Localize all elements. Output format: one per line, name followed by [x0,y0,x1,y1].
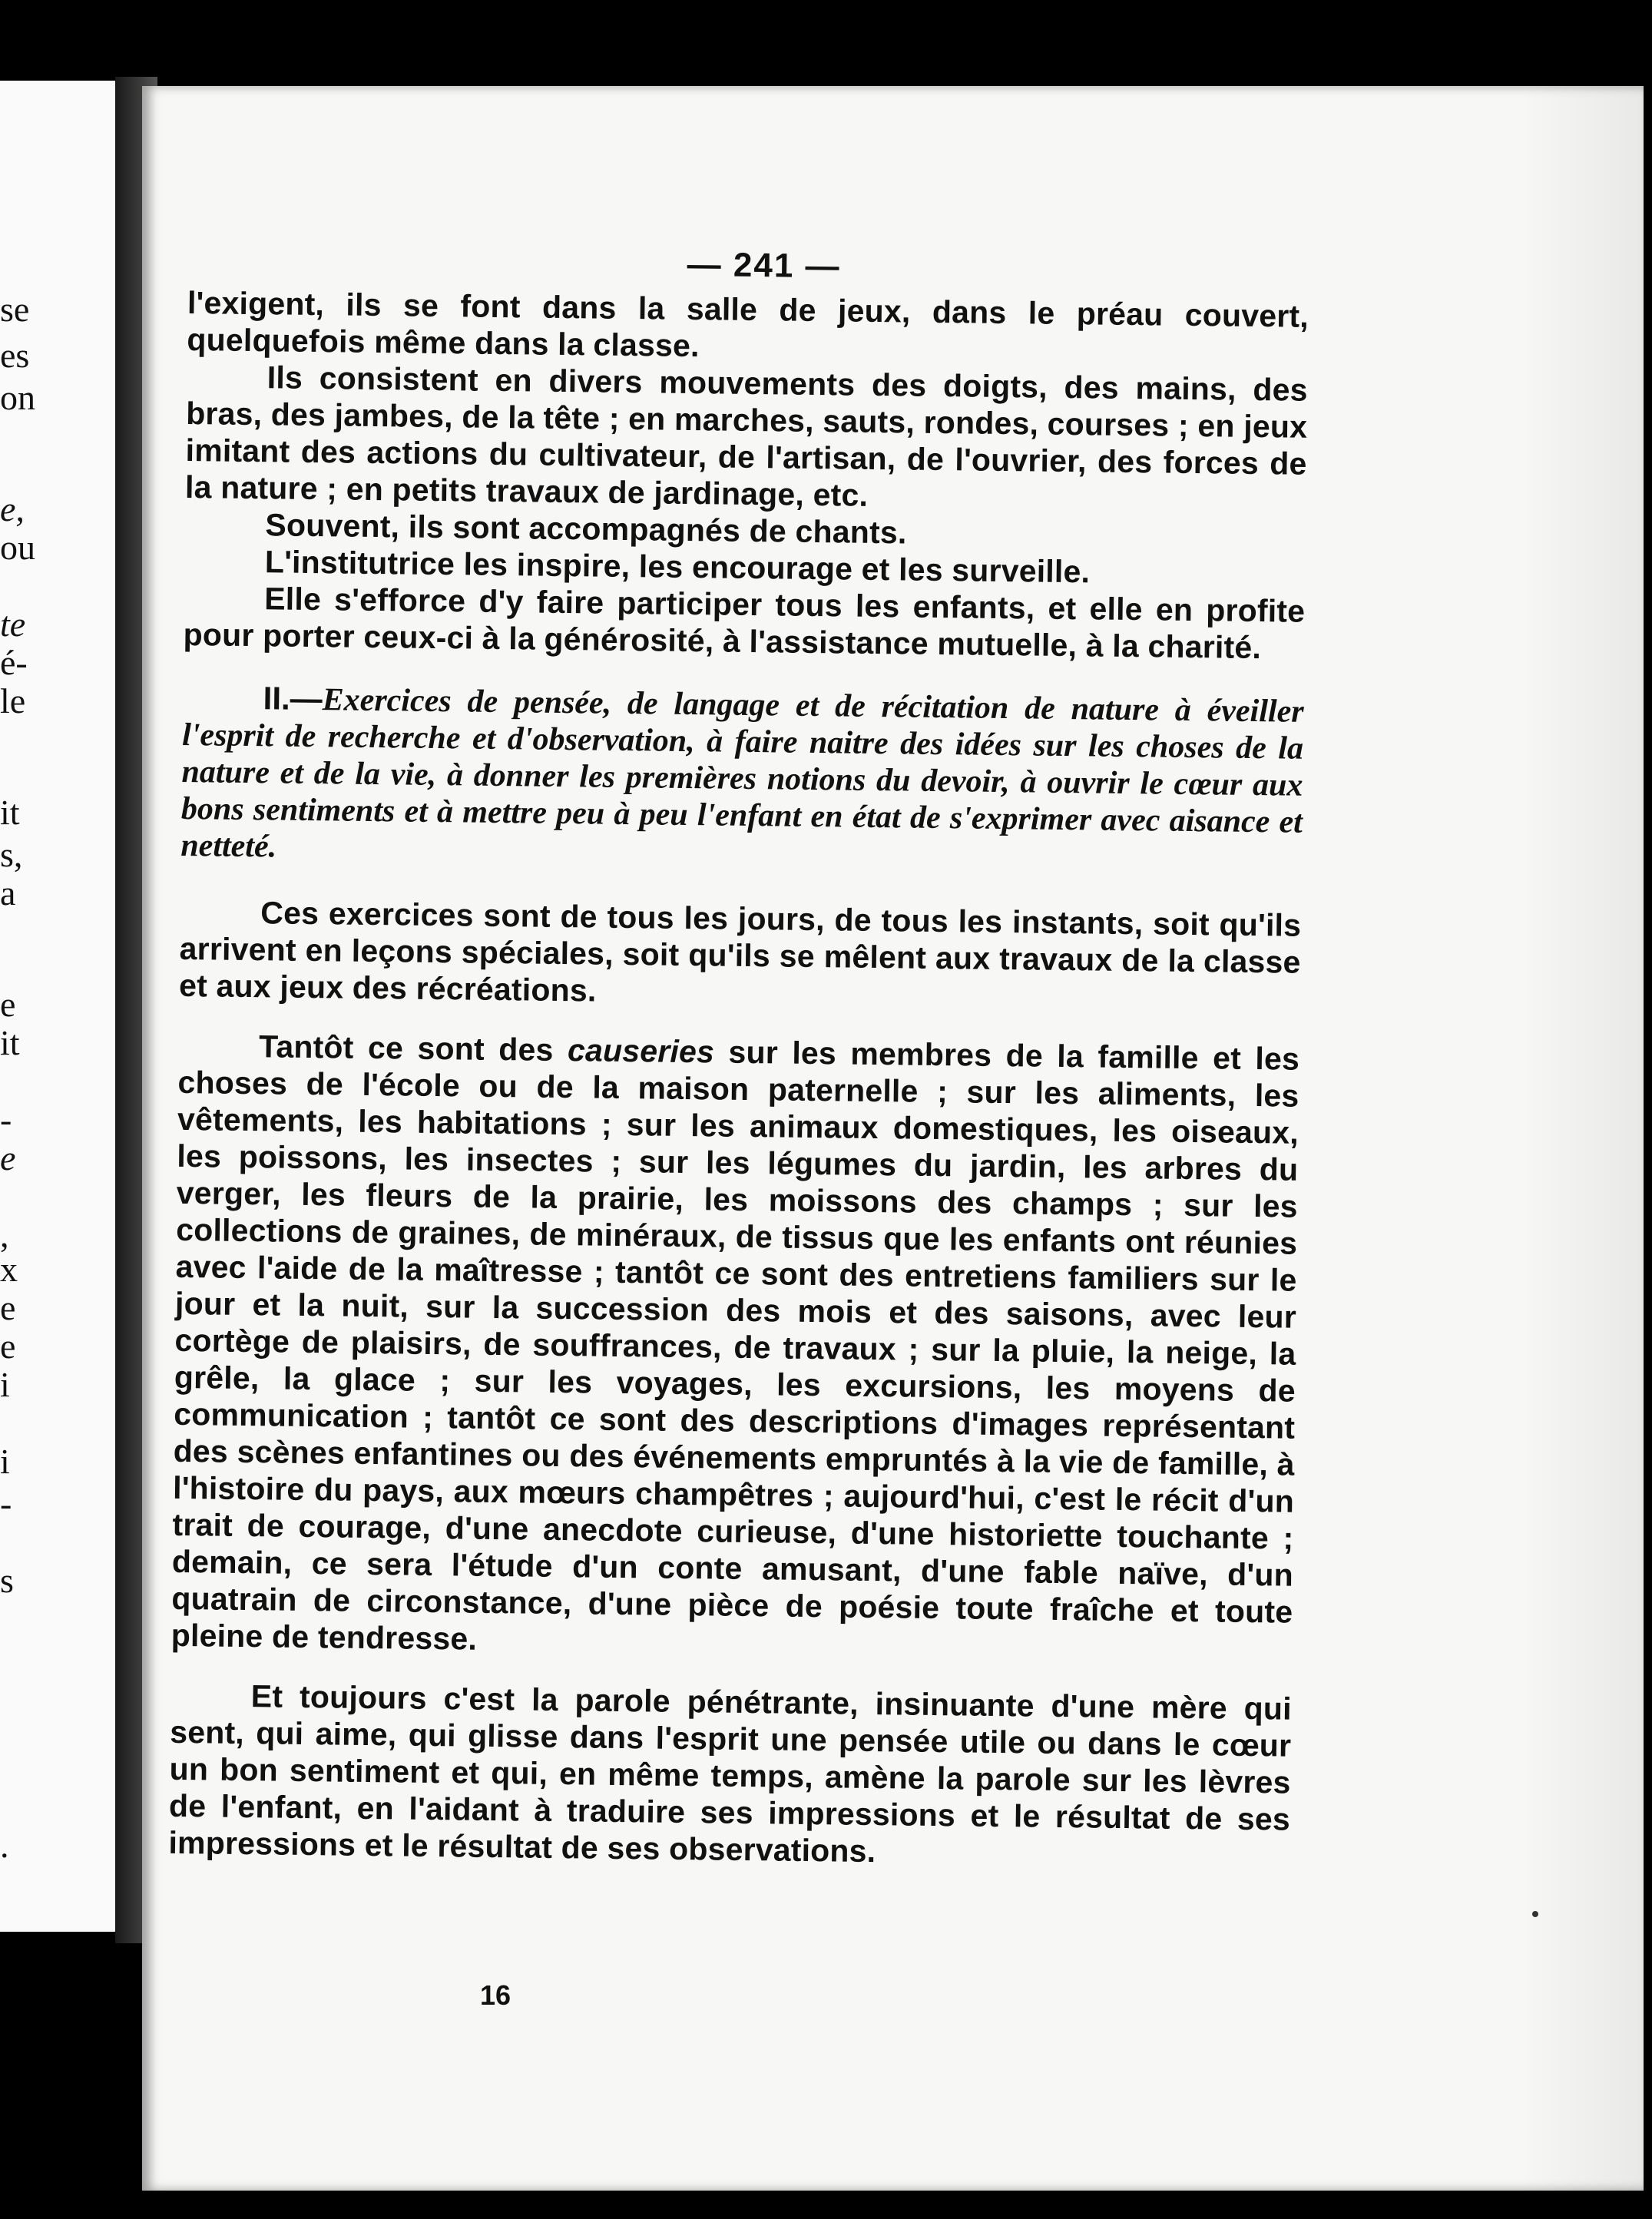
previous-page-fragment: e, [0,489,25,528]
paragraph-6: Ces exercices sont de tous les jours, de tous les instants, soit qu'ils arrivent en leçons spéciales, soit qu'ils se mêlent aux travaux de la classe et aux jeux des récréations. [178,895,1302,1008]
previous-page-fragment: se [0,290,30,329]
paragraph-8: Et toujours c'est la parole pénétrante, insinuante d'une mère qui sent, qui aime, qui glisse dans l'esprit une pensée utile ou dans le cœur un bon sentiment et qui, en même temps, amène la parole sur les lèvres de l'enfant, en l'aidant à traduire ses impressions et le résultat de ses impressions et le résultat de ses observations. [168,1678,1293,1870]
paragraph-2: Ils consistent en divers mouvements des doigts, des mains, des bras, des jambes, de la tête ; en marches, sauts, rondes, courses ; en jeux imitant des actions du cultivateur, de l'artisan, de l'ouvrier, des forces de la nature ; en petits travaux de jardinage, etc. [184,359,1308,513]
previous-page-fragment: e [0,1288,16,1327]
paragraph-5: Elle s'efforce d'y faire participer tous les enfants, et elle en profite pour porter ceux-ci à la générosité, à l'assistance mutuelle, à la charité. [183,581,1306,666]
previous-page-fragment: - [0,1100,12,1139]
previous-page-fragment: le [0,681,26,720]
previous-page-fragment: ou [0,528,35,567]
previous-page-edge [0,81,115,1932]
section-heading-text: Exercices de pensée, de langage et de récitation de nature à éveiller l'esprit de recherche et d'observation, à faire naitre des idées sur les choses de la nature et de la vie, à donner les premières notions du devoir, à ouvrir le cœur aux bons sentiments et à mettre peu à peu l'enfant en état de s'exprimer avec aisance et netteté. [180,682,1304,865]
page-edge-shade [1521,86,1644,2191]
page-text [168,240,1309,1875]
previous-page-fragment: x [0,1250,18,1289]
paragraph-4: L'institutrice les inspire, les encourage et les surveille. [264,544,1091,590]
paragraph-7-emphasis: causeries [567,1032,715,1070]
page-number: — 241 — [687,245,841,286]
previous-page-fragment: es [0,336,30,375]
previous-page-fragment: e [0,985,16,1024]
paragraph-1: l'exigent, ils se font dans la salle de jeux, dans le préau couvert, quelquefois même dans la classe. [187,284,1309,364]
previous-page-fragment: s, [0,835,23,874]
previous-page-fragment: é- [0,643,28,682]
section-number: II.— [263,680,323,717]
signature-number: 16 [480,1979,511,2011]
paragraph-3: Souvent, ils sont accompagnés de chants. [265,507,907,551]
speck-mark [1532,1911,1538,1917]
paragraph-7-start: Tantôt ce sont des [258,1028,568,1068]
paragraph-7 [171,1027,1300,1668]
book-page [142,86,1644,2191]
previous-page-fragment: it [0,1023,20,1062]
previous-page-fragment: e [0,1138,16,1177]
previous-page-fragment: s [0,1561,14,1600]
previous-page-fragment: i [0,1442,10,1481]
previous-page-fragment: te [0,604,26,644]
previous-page-fragment: e [0,1326,16,1366]
section-heading [180,679,1304,878]
previous-page-fragment: , [0,1215,9,1254]
previous-page-fragment: i [0,1365,10,1404]
previous-page-fragment: it [0,793,20,832]
previous-page-fragment: on [0,378,35,417]
previous-page-fragment: . [0,1826,9,1865]
previous-page-fragment: a [0,873,16,912]
previous-page-fragment: - [0,1484,12,1523]
paragraph-7-rest: sur les membres de la famille et les choses de l'école ou de la maison paternelle ; sur les aliments, les vêtements, les habitations ; sur les animaux domestiques, les oiseaux, les poissons, les insectes ; sur les légumes du jardin, les arbres du verger, les fleurs de la prairie, les moissons des champs ; sur les collections de graines, de minéraux, de tissus que les enfants ont réunies avec l'aide de la maîtresse ; tantôt ce sont des entretiens familiers sur le jour et la nuit, sur la succession des mois et des saisons, avec leur cortège de plaisirs, de souffrances, de travaux ; sur la pluie, la neige, la grêle, la glace ; sur les voyages, les excursions, les moyens de communication ; tantôt ce sont des descriptions d'images représentant des scènes enfantines ou des événements empruntés à la vie de famille, à l'histoire du pays, aux mœurs champêtres ; aujourd'hui, c'est le récit d'un trait de courage, d'une anecdote curieuse, d'une historiette touchante ; demain, ce sera l'étude d'un conte amusant, d'une fable naïve, d'un quatrain de circonstance, d'une pièce de poésie toute fraîche et toute pleine de tendresse. [170,1034,1300,1657]
